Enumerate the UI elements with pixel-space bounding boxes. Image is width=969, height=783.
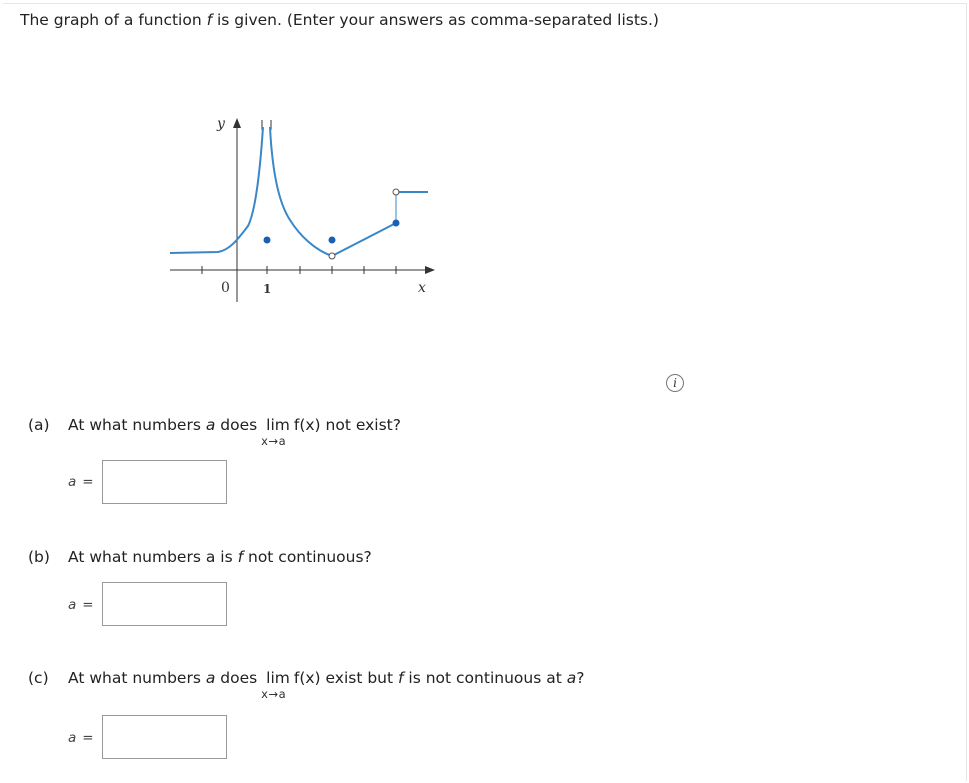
question-c-text-mid3: is not continuous at	[403, 669, 567, 687]
x-axis-arrow	[425, 266, 435, 274]
question-c-text-mid: does	[215, 669, 263, 687]
y-axis-label: y	[217, 116, 225, 132]
x-axis-label: x	[418, 280, 426, 296]
question-a-part-label: (a)	[28, 416, 50, 434]
limit-subscript: x→a	[261, 687, 287, 701]
tick-label-one: 1	[263, 282, 272, 296]
function-graph	[160, 112, 450, 302]
filled-point	[393, 220, 400, 227]
intro-function-name: f	[206, 11, 213, 29]
curve-left-branch	[170, 127, 263, 253]
question-c-function-name: f	[398, 669, 404, 687]
answer-a-equals: =	[82, 474, 94, 490]
question-a-fx: f(x)	[293, 416, 321, 434]
question-b-text-mid: is	[215, 548, 238, 566]
question-c-text-after: ?	[576, 669, 585, 687]
tick-label-zero: 0	[221, 280, 230, 296]
filled-point	[329, 237, 336, 244]
info-icon[interactable]: i	[666, 374, 684, 392]
answer-a-input[interactable]	[102, 460, 227, 504]
intro-text-after: is given. (Enter your answers as comma-separated lists.)	[212, 11, 659, 29]
question-b-function-name: f	[237, 548, 244, 566]
question-a	[28, 416, 401, 448]
limit-word: lim	[266, 669, 290, 687]
question-b-var-a: a	[205, 548, 216, 566]
question-c-var-a: a	[205, 669, 216, 687]
answer-b-label	[68, 597, 94, 613]
limit-subscript: x→a	[261, 434, 287, 448]
question-c-part-label: (c)	[28, 669, 49, 687]
question-c-text-before: At what numbers	[68, 669, 206, 687]
curve-right-branch	[270, 127, 332, 256]
question-a-limit	[261, 416, 290, 448]
answer-c-var: a	[68, 730, 77, 746]
curve-line-segment	[332, 223, 396, 256]
question-b-part-label: (b)	[28, 548, 50, 566]
question-b	[28, 548, 372, 566]
question-a-text-mid: does	[215, 416, 263, 434]
question-a-text-before: At what numbers	[68, 416, 206, 434]
answer-a-label	[68, 474, 94, 490]
y-axis-arrow	[233, 118, 241, 128]
open-point	[329, 253, 335, 259]
open-point	[393, 189, 399, 195]
content-frame	[3, 3, 967, 781]
question-b-text-before: At what numbers	[68, 548, 206, 566]
limit-word: lim	[266, 416, 290, 434]
question-c-text-mid2: exist but	[320, 669, 399, 687]
question-c-fx: f(x)	[293, 669, 321, 687]
answer-c-input[interactable]	[102, 715, 227, 759]
answer-b-input[interactable]	[102, 582, 227, 626]
answer-b-var: a	[68, 597, 77, 613]
question-c-var-a2: a	[566, 669, 577, 687]
question-a-var-a: a	[205, 416, 216, 434]
answer-c-label	[68, 730, 94, 746]
answer-a-var: a	[68, 474, 77, 490]
filled-point	[264, 237, 271, 244]
question-c-limit	[261, 669, 290, 701]
problem-intro	[20, 11, 659, 29]
answer-c-equals: =	[82, 730, 94, 746]
question-c	[28, 669, 585, 701]
answer-b-equals: =	[82, 597, 94, 613]
question-b-text-after: not continuous?	[243, 548, 372, 566]
intro-text-before: The graph of a function	[20, 11, 207, 29]
question-a-text-after: not exist?	[320, 416, 401, 434]
